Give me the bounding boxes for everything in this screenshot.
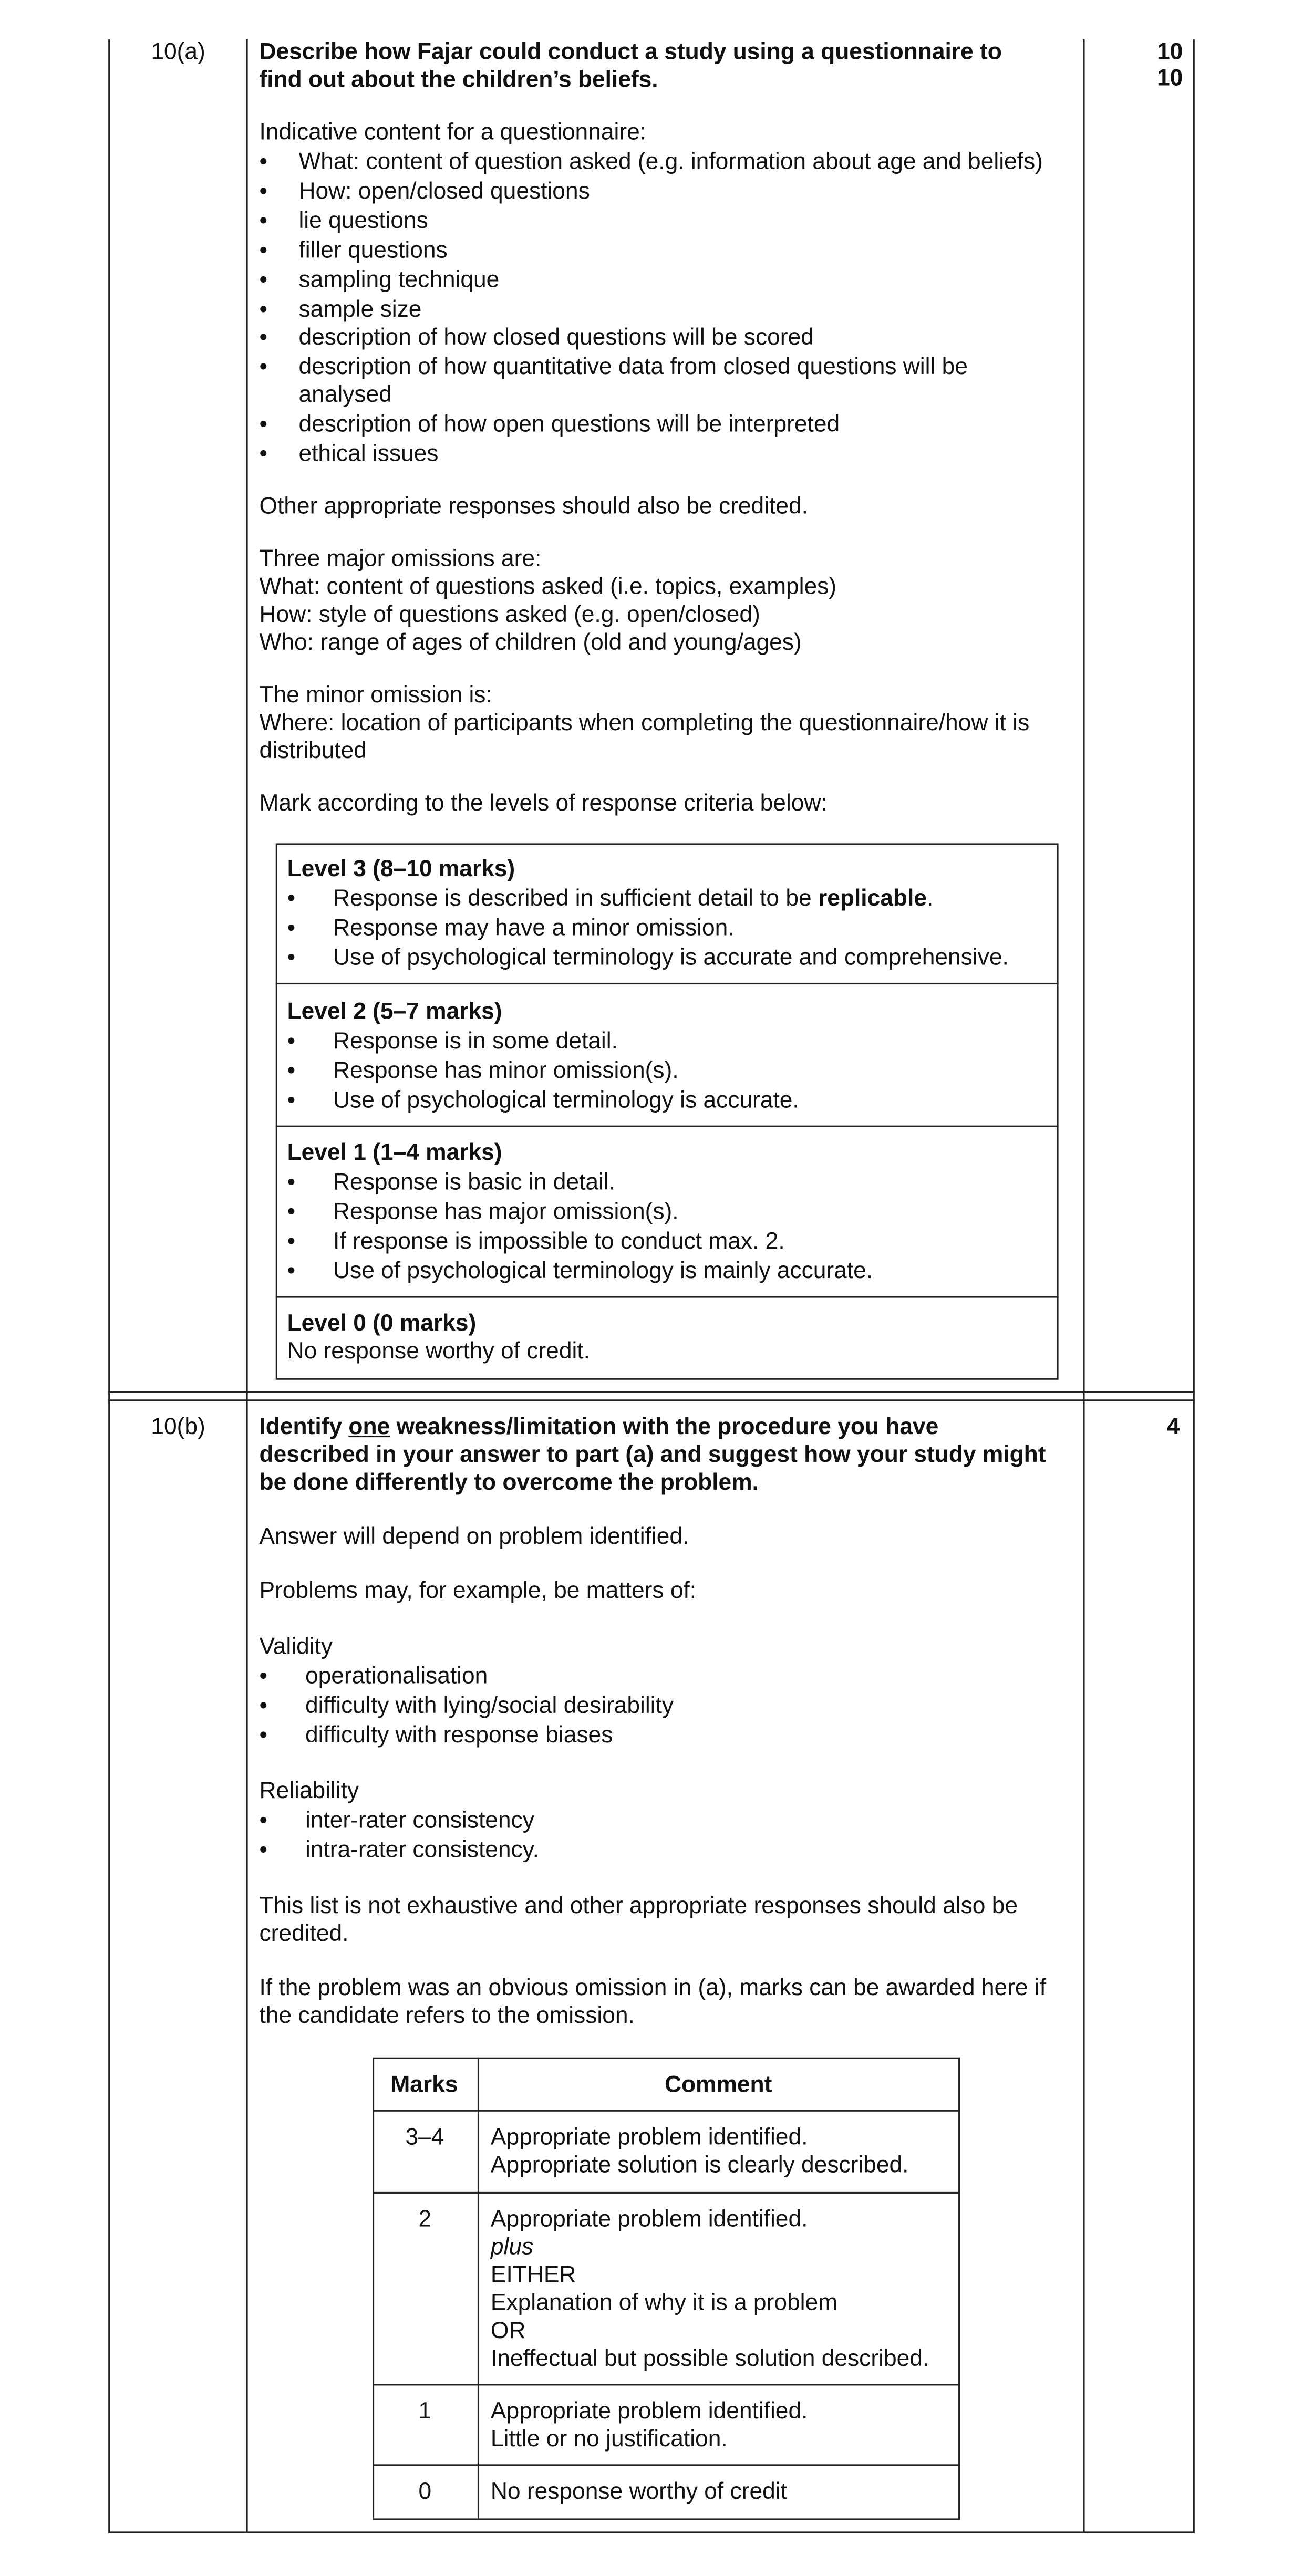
not-exhaustive-note: This list is not exhaustive and other appropriate responses should also be xyxy=(259,1893,1018,1920)
problems-intro: Problems may, for example, be matters of: xyxy=(259,1578,697,1605)
level-2-title: Level 2 (5–7 marks) xyxy=(287,999,502,1026)
marks-table-header-marks: Marks xyxy=(390,2072,458,2099)
table-border-left xyxy=(108,39,110,2533)
marks-table-cell-comment: Appropriate problem identified. xyxy=(490,2206,808,2233)
major-omissions-heading: Three major omissions are: xyxy=(259,546,542,573)
level-1-criterion: Use of psychological terminology is mainly accurate. xyxy=(333,1258,873,1285)
bullet-dot: • xyxy=(259,208,268,235)
indicative-item: filler questions xyxy=(298,237,448,264)
level-0-title: Level 0 (0 marks) xyxy=(287,1311,477,1337)
validity-item: difficulty with response biases xyxy=(305,1722,613,1749)
marks-table-cell-comment: No response worthy of credit xyxy=(490,2479,787,2506)
table-border-col2 xyxy=(1083,39,1084,2533)
major-omission-line: What: content of questions asked (i.e. topics, examples) xyxy=(259,574,837,601)
level-3-criterion: Response is described in sufficient detail to be replicable. xyxy=(333,886,934,912)
bullet-dot: • xyxy=(287,945,296,972)
bullet-dot: • xyxy=(259,237,268,264)
level-1-criterion: Response has major omission(s). xyxy=(333,1199,679,1226)
question-10a-text-line2: find out about the children’s beliefs. xyxy=(259,67,658,94)
level-0-text: No response worthy of credit. xyxy=(287,1338,590,1365)
mark-according-note: Mark according to the levels of response criteria below: xyxy=(259,791,828,817)
validity-item: operationalisation xyxy=(305,1664,488,1690)
major-omission-line: Who: range of ages of children (old and young/ages) xyxy=(259,630,802,657)
marks-table-cell-comment: Appropriate solution is clearly described. xyxy=(490,2152,909,2179)
minor-omission-line: distributed xyxy=(259,738,367,765)
table-border-right xyxy=(1193,39,1195,2533)
marks-table-cell-comment: Appropriate problem identified. xyxy=(490,2398,808,2425)
marks-table-row-divider xyxy=(373,2192,960,2194)
marks-table-cell-comment: Explanation of why it is a problem xyxy=(490,2290,838,2317)
validity-heading: Validity xyxy=(259,1634,333,1660)
bullet-dot: • xyxy=(259,411,268,438)
bullet-dot: • xyxy=(259,297,268,324)
question-10b-text-line2: described in your answer to part (a) and suggest how your study might xyxy=(259,1442,1046,1469)
indicative-item: ethical issues xyxy=(298,441,439,468)
marks-table-cell-comment: Little or no justification. xyxy=(490,2426,728,2453)
bullet-dot: • xyxy=(287,1029,296,1055)
marks-table-col-divider xyxy=(478,2058,479,2520)
level-3-title: Level 3 (8–10 marks) xyxy=(287,856,515,883)
row-separator-bottom xyxy=(108,1399,1195,1401)
level-1-criterion: If response is impossible to conduct max. 2. xyxy=(333,1229,785,1255)
marks-table-cell-marks: 1 xyxy=(418,2398,432,2425)
marks-table-row-divider xyxy=(373,2384,960,2385)
question-10b-text-line1: Identify one weakness/limitation with the procedure you have xyxy=(259,1414,939,1441)
bullet-dot: • xyxy=(259,1693,268,1720)
marks-10a-line2: 10 xyxy=(1156,65,1183,92)
indicative-item: description of how open questions will be interpreted xyxy=(298,411,840,438)
question-number-10a: 10(a) xyxy=(151,39,205,66)
question-number-10b: 10(b) xyxy=(151,1414,205,1441)
indicative-item-continuation: analysed xyxy=(298,382,392,409)
bullet-dot: • xyxy=(259,179,268,205)
levels-divider xyxy=(276,983,1059,984)
level-3-criterion: Use of psychological terminology is accurate and comprehensive. xyxy=(333,945,1009,972)
marks-table-cell-comment: EITHER xyxy=(490,2262,576,2289)
marks-table-cell-marks: 3–4 xyxy=(405,2124,444,2151)
bullet-dot: • xyxy=(287,886,296,912)
depend-note: Answer will depend on problem identified. xyxy=(259,1524,689,1551)
bullet-dot: • xyxy=(259,1664,268,1690)
level-2-criterion: Response has minor omission(s). xyxy=(333,1058,679,1085)
other-responses-note: Other appropriate responses should also be credited. xyxy=(259,494,808,521)
bullet-dot: • xyxy=(287,1087,296,1114)
bullet-dot: • xyxy=(259,441,268,468)
bullet-dot: • xyxy=(259,354,268,381)
validity-item: difficulty with lying/social desirability xyxy=(305,1693,674,1720)
marks-table-cell-comment: OR xyxy=(490,2318,526,2345)
bullet-dot: • xyxy=(287,1058,296,1085)
minor-omission-heading: The minor omission is: xyxy=(259,682,492,709)
indicative-item: lie questions xyxy=(298,208,428,235)
marks-table-row-divider xyxy=(373,2464,960,2466)
bullet-dot: • xyxy=(287,1258,296,1285)
question-10b-text-line3: be done differently to overcome the problem. xyxy=(259,1470,759,1497)
bullet-dot: • xyxy=(287,1169,296,1196)
marks-table-cell-marks: 0 xyxy=(418,2479,432,2506)
marks-10a-line1: 10 xyxy=(1156,39,1183,66)
indicative-item: sample size xyxy=(298,297,422,324)
marks-table-cell-comment: Ineffectual but possible solution described. xyxy=(490,2346,929,2373)
bullet-dot: • xyxy=(259,149,268,176)
omission-note: If the problem was an obvious omission in (a), marks can be awarded here if xyxy=(259,1975,1047,2002)
level-2-criterion: Response is in some detail. xyxy=(333,1029,618,1055)
levels-divider xyxy=(276,1296,1059,1297)
indicative-heading: Indicative content for a questionnaire: xyxy=(259,120,647,146)
bullet-dot: • xyxy=(259,1837,268,1864)
bullet-dot: • xyxy=(287,915,296,942)
bullet-dot: • xyxy=(259,1722,268,1749)
table-border-bottom xyxy=(108,2531,1195,2533)
table-border-col1 xyxy=(246,39,248,2533)
indicative-item: How: open/closed questions xyxy=(298,179,590,205)
level-3-criterion: Response may have a minor omission. xyxy=(333,915,735,942)
bullet-dot: • xyxy=(287,1199,296,1226)
marks-table-row-divider xyxy=(373,2110,960,2112)
indicative-item: description of how quantitative data from closed questions will be xyxy=(298,354,968,381)
levels-divider xyxy=(276,1126,1059,1127)
row-separator-top xyxy=(108,1391,1195,1393)
marks-table-header-comment: Comment xyxy=(664,2072,772,2099)
question-10a-text-line1: Describe how Fajar could conduct a study using a questionnaire to xyxy=(259,39,1002,66)
level-1-title: Level 1 (1–4 marks) xyxy=(287,1140,502,1167)
level-1-criterion: Response is basic in detail. xyxy=(333,1169,616,1196)
marks-table-cell-comment: plus xyxy=(490,2235,534,2261)
indicative-item: What: content of question asked (e.g. information about age and beliefs) xyxy=(298,149,1043,176)
reliability-heading: Reliability xyxy=(259,1778,359,1805)
major-omission-line: How: style of questions asked (e.g. open/closed) xyxy=(259,602,760,629)
indicative-item: description of how closed questions will be scored xyxy=(298,325,814,351)
reliability-item: inter-rater consistency xyxy=(305,1808,534,1834)
marks-table-cell-marks: 2 xyxy=(418,2206,432,2233)
minor-omission-line: Where: location of participants when completing the questionnaire/how it is xyxy=(259,710,1030,737)
bullet-dot: • xyxy=(259,267,268,294)
omission-note: the candidate refers to the omission. xyxy=(259,2003,635,2030)
marks-table-cell-comment: Appropriate problem identified. xyxy=(490,2124,808,2151)
bullet-dot: • xyxy=(287,1229,296,1255)
marks-10b: 4 xyxy=(1166,1414,1180,1441)
reliability-item: intra-rater consistency. xyxy=(305,1837,539,1864)
bullet-dot: • xyxy=(259,1808,268,1834)
bullet-dot: • xyxy=(259,325,268,351)
not-exhaustive-note: credited. xyxy=(259,1921,349,1948)
level-2-criterion: Use of psychological terminology is accurate. xyxy=(333,1087,799,1114)
indicative-item: sampling technique xyxy=(298,267,500,294)
